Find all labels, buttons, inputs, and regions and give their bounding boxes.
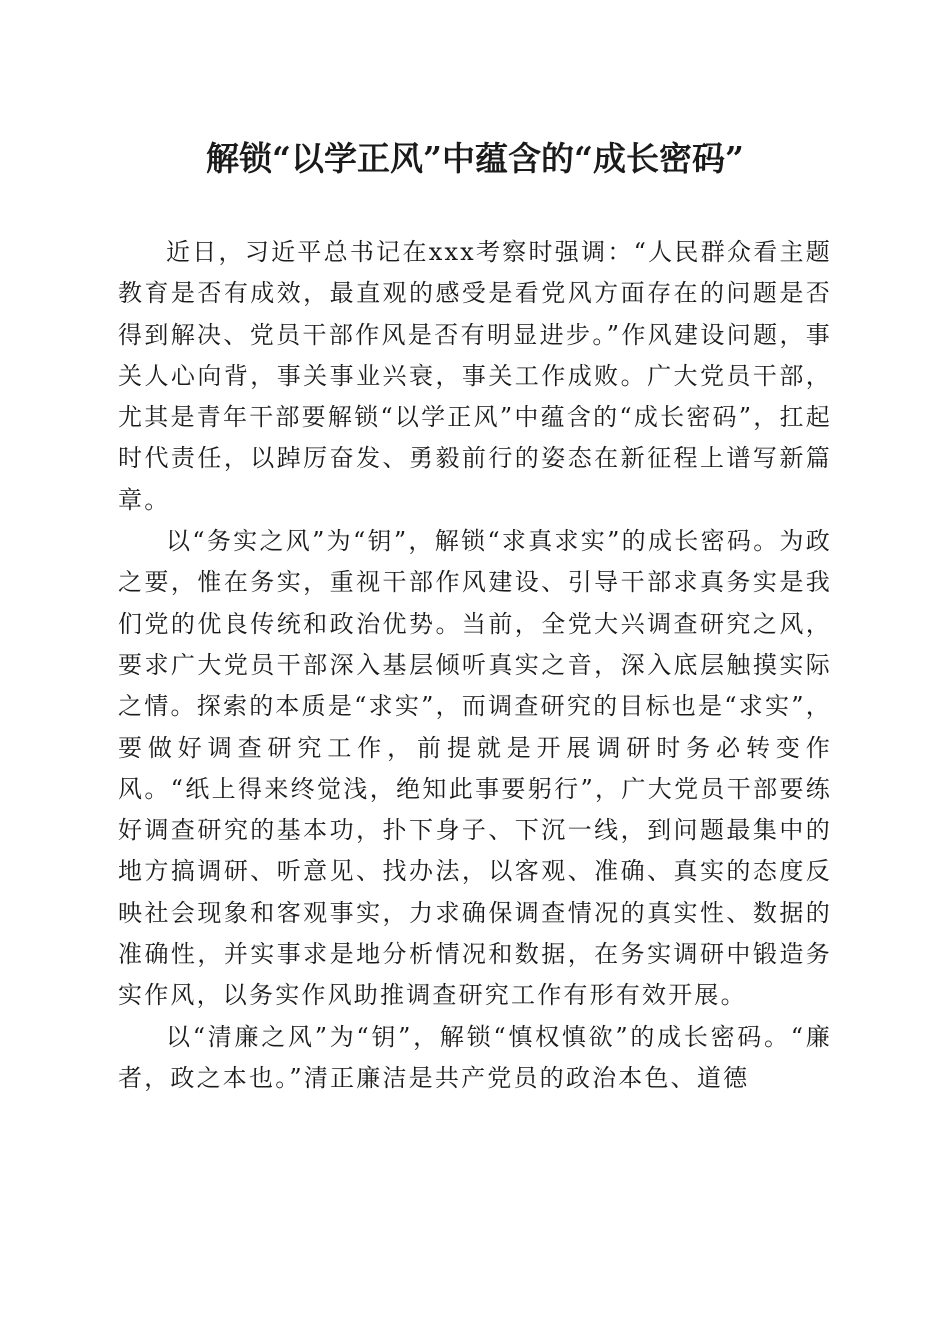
document-title: 解锁“以学正风”中蕴含的“成长密码” (206, 139, 744, 178)
document-body (118, 232, 832, 1099)
paragraph-integrity-style: 以“清廉之风”为“钥”，解锁“慎权慎欲”的成长密码。“廉者，政之本也。”清正廉洁是共产党员的政治本色、道德 (118, 1022, 832, 1092)
paragraph-intro: 近日，习近平总书记在xxx考察时强调：“人民群众看主题教育是否有成效，最直观的感受是看党风方面存在的问题是否得到解决、党员干部作风是否有明显进步。”作风建设问题，事关人心向背，事关事业兴衰，事关工作成败。广大党员干部，尤其是青年干部要解锁“以学正风”中蕴含的“成长密码”，扛起时代责任，以踔厉奋发、勇毅前行的姿态在新征程上谱写新篇章。 (118, 238, 832, 514)
paragraph-pragmatic-style: 以“务实之风”为“钥”，解锁“求真求实”的成长密码。为政之要，惟在务实，重视干部作风建设、引导干部求真务实是我们党的优良传统和政治优势。当前，全党大兴调查研究之风，要求广大党员干部深入基层倾听真实之音，深入底层触摸实际之情。探索的本质是“求实”，而调查研究的目标也是“求实”，要做好调查研究工作，前提就是开展调研时务必转变作风。“纸上得来终觉浅，绝知此事要躬行”，广大党员干部要练好调查研究的基本功，扑下身子、下沉一线，到问题最集中的地方搞调研、听意见、找办法，以客观、准确、真实的态度反映社会现象和客观事实，力求确保调查情况的真实性、数据的准确性，并实事求是地分析情况和数据，在务实调研中锻造务实作风，以务实作风助推调查研究工作有形有效开展。 (118, 527, 832, 1010)
